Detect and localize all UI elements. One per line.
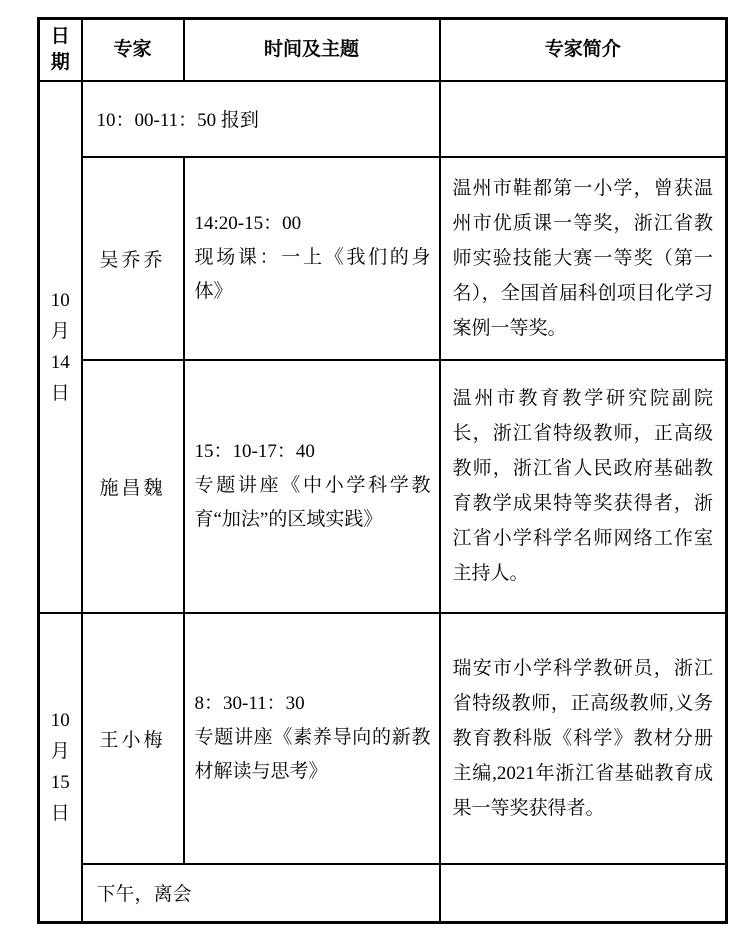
date-line: 月 [50, 741, 70, 763]
expert-profile: 瑞安市小学科学教研员，浙江省特级教师，正高级教师,义务教育教科版《科学》教材分册主编,2021年浙江省基础教育成果一等奖获得者。 [440, 613, 727, 864]
expert-name: 王小梅 [82, 613, 184, 864]
session-time: 15：10-17：40 [194, 441, 315, 462]
row-session-wuqiaoqiao [39, 157, 727, 360]
date-cell-oct15 [39, 613, 82, 923]
date-line: 10 [50, 710, 70, 732]
profile-cell-empty [440, 864, 727, 923]
expert-profile: 温州市教育教学研究院副院长，浙江省特级教师，正高级教师，浙江省人民政府基础教育教学成果特等奖获得者，浙江省小学科学名师网络工作室主持人。 [440, 360, 727, 613]
date-line: 15 [50, 772, 70, 794]
table-header-row [39, 19, 727, 81]
registration-cell: 10：00-11：50 报到 [82, 81, 440, 157]
session-time-topic [184, 613, 440, 864]
date-line: 日 [50, 803, 70, 825]
session-time-topic [184, 157, 440, 360]
header-expert: 专家 [82, 19, 184, 81]
session-time: 8：30-11：30 [194, 693, 305, 714]
date-cell-oct14 [39, 81, 82, 613]
session-time-topic [184, 360, 440, 613]
expert-profile: 温州市鞋都第一小学，曾获温州市优质课一等奖，浙江省教师实验技能大赛一等奖（第一名），全国首届科创项目化学习案例一等奖。 [440, 157, 727, 360]
row-session-wangxiaomei [39, 613, 727, 864]
session-time: 14:20-15：00 [194, 213, 302, 234]
row-registration [39, 81, 727, 157]
schedule-table-container [37, 17, 728, 924]
expert-name: 吴乔乔 [82, 157, 184, 360]
expert-name: 施昌魏 [82, 360, 184, 613]
session-topic: 专题讲座《中小学科学教育“加法”的区域实践》 [194, 475, 431, 530]
date-line: 月 [50, 320, 70, 342]
header-time-topic: 时间及主题 [184, 19, 440, 81]
session-topic: 现场课：一上《我们的身体》 [194, 247, 431, 302]
header-date: 日期 [39, 19, 82, 81]
departure-cell: 下午，离会 [82, 864, 440, 923]
date-line: 日 [50, 382, 70, 404]
date-line: 14 [50, 351, 70, 373]
session-topic: 专题讲座《素养导向的新教材解读与思考》 [194, 727, 431, 782]
schedule-table [37, 17, 728, 924]
profile-cell-empty [440, 81, 727, 157]
header-profile: 专家简介 [440, 19, 727, 81]
date-line: 10 [50, 289, 70, 311]
row-session-shichangwei [39, 360, 727, 613]
row-departure [39, 864, 727, 923]
